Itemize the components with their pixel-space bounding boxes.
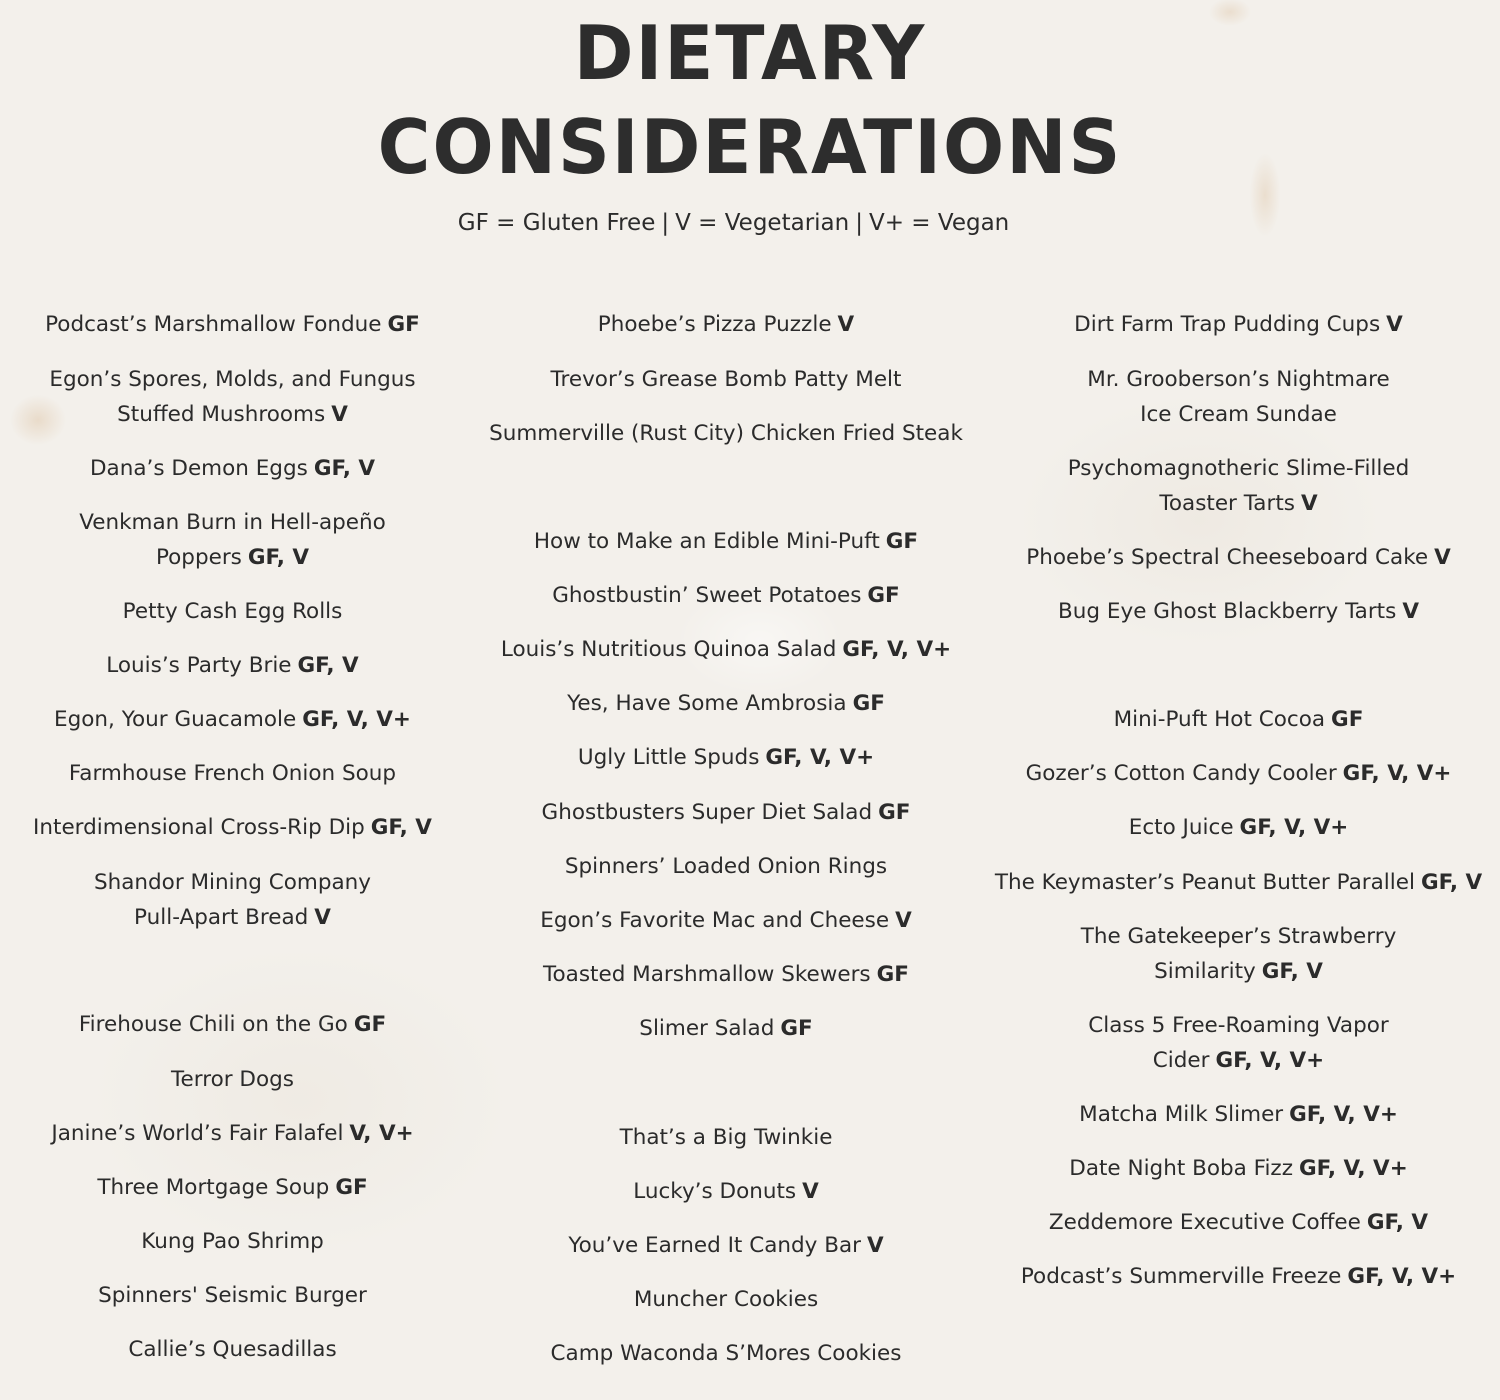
menu-item <box>10 307 455 342</box>
menu-item <box>990 1151 1487 1186</box>
menu-item-name <box>485 903 967 938</box>
menu-item <box>990 307 1487 342</box>
menu-item-name-text: Toaster Tarts <box>1159 491 1295 516</box>
menu-item <box>10 1278 455 1313</box>
menu-item-name <box>990 307 1487 342</box>
dietary-tag: GF, V <box>1420 870 1483 895</box>
menu-item-name <box>485 307 967 342</box>
menu-item-name: Venkman Burn in Hell-apeño <box>79 510 386 535</box>
menu-item-name <box>10 1007 455 1042</box>
menu-item-name <box>485 1174 967 1209</box>
menu-item-name <box>10 451 455 486</box>
dietary-tag: V <box>1402 599 1419 624</box>
menu-item-name-text: Ecto Juice <box>1128 815 1234 840</box>
menu-item-name <box>485 524 967 559</box>
menu-item-name-text: Slimer Salad <box>639 1016 775 1041</box>
menu-item <box>990 362 1487 432</box>
menu-item-name: Callie’s Quesadillas <box>128 1337 337 1362</box>
menu-item-name <box>10 307 455 342</box>
menu-item <box>485 686 967 721</box>
menu-item <box>990 594 1487 629</box>
legend-vegan: V+ = Vegan <box>868 210 1010 236</box>
menu-item-name <box>10 900 455 935</box>
menu-item-name: Ice Cream Sundae <box>1140 402 1337 427</box>
menu-item-name <box>485 578 967 613</box>
page-title-line-2: CONSIDERATIONS <box>377 103 1123 191</box>
menu-item-name <box>485 632 967 667</box>
legend-separator: | <box>855 210 863 236</box>
menu-item-name: Spinners’ Loaded Onion Rings <box>564 854 888 879</box>
dietary-tag: GF, V, V+ <box>1239 815 1349 840</box>
menu-item-name <box>485 740 967 775</box>
menu-item-name <box>990 486 1487 521</box>
dietary-tag: V <box>837 312 855 337</box>
menu-item <box>990 1205 1487 1240</box>
menu-item <box>485 578 967 613</box>
dietary-tag: GF, V, V+ <box>765 745 875 770</box>
menu-item <box>10 865 455 935</box>
menu-item <box>990 1097 1487 1132</box>
menu-item-name: Terror Dogs <box>171 1067 294 1092</box>
menu-item-name-text: Date Night Boba Fizz <box>1069 1156 1293 1181</box>
menu-item <box>485 416 967 451</box>
menu-item <box>10 505 455 575</box>
menu-item-name <box>990 810 1487 845</box>
menu-item-name-text: Podcast’s Summerville Freeze <box>1020 1264 1342 1289</box>
menu-item-name: Farmhouse French Onion Soup <box>68 761 397 786</box>
menu-item <box>990 540 1487 575</box>
menu-item <box>990 810 1487 845</box>
dietary-tag: GF, V, V+ <box>1342 761 1452 786</box>
legend-gluten-free: GF = Gluten Free <box>457 210 656 236</box>
menu-item-name-text: Egon, Your Guacamole <box>54 707 297 732</box>
menu-item-name-text: Ghostbusters Super Diet Salad <box>541 800 873 825</box>
menu-item <box>485 1174 967 1209</box>
dietary-tag: GF <box>876 962 909 987</box>
menu-item <box>485 1228 967 1263</box>
menu-item <box>990 451 1487 521</box>
menu-item-name: Petty Cash Egg Rolls <box>122 599 343 624</box>
dietary-tag: GF <box>878 800 911 825</box>
menu-item <box>485 362 967 397</box>
menu-item-name-text: Pull-Apart Bread <box>134 905 309 930</box>
page-title-line-1: DIETARY <box>573 9 927 97</box>
dietary-tag: GF <box>353 1012 387 1037</box>
dietary-tag: GF <box>780 1016 813 1041</box>
dietary-tag: GF, V <box>247 545 310 570</box>
menu-item-name <box>485 686 967 721</box>
dietary-tag: GF, V, V+ <box>1299 1156 1408 1181</box>
dietary-tag: V <box>314 905 331 930</box>
menu-item-name <box>990 1151 1487 1186</box>
dietary-tag: GF, V, V+ <box>1289 1102 1398 1127</box>
menu-item-name: That’s a Big Twinkie <box>619 1125 833 1150</box>
menu-item-name <box>485 1011 967 1046</box>
dietary-tag: GF <box>867 583 900 608</box>
menu-item-name <box>485 1228 967 1263</box>
menu-item-name-text: Dana’s Demon Eggs <box>89 456 308 481</box>
menu-item-name-text: Louis’s Nutritious Quinoa Salad <box>500 637 837 662</box>
dietary-tag: GF <box>885 529 919 554</box>
menu-item-name-text: Zeddemore Executive Coffee <box>1048 1210 1361 1235</box>
menu-item-name-text: Interdimensional Cross-Rip Dip <box>33 815 365 840</box>
menu-item <box>485 1282 967 1317</box>
dietary-tag: V <box>1434 545 1451 570</box>
menu-item <box>10 1224 455 1259</box>
menu-item <box>10 1007 455 1042</box>
menu-item-name-text: Lucky’s Donuts <box>633 1179 797 1204</box>
menu-item <box>990 865 1487 900</box>
dietary-tag: GF, V, V+ <box>1347 1264 1457 1289</box>
menu-item-name: Mr. Grooberson’s Nightmare <box>1087 367 1390 392</box>
menu-item-name-text: Cider <box>1152 1048 1210 1073</box>
dietary-tag: V, V+ <box>349 1121 414 1146</box>
dietary-tag: GF <box>335 1175 368 1200</box>
menu-item <box>10 1332 455 1367</box>
menu-item-name-text: How to Make an Edible Mini-Puft <box>533 529 880 554</box>
menu-item <box>10 1170 455 1205</box>
dietary-tag: GF, V <box>313 456 375 481</box>
menu-item-name-text: Podcast’s Marshmallow Fondue <box>45 312 382 337</box>
dietary-tag: V <box>1386 312 1403 337</box>
menu-item-name: Psychomagnotheric Slime-Filled <box>1067 456 1410 481</box>
menu-item-name: Camp Waconda S’Mores Cookies <box>550 1341 902 1366</box>
menu-item-name-text: Egon’s Favorite Mac and Cheese <box>540 908 890 933</box>
dietary-tag: GF, V, V+ <box>842 637 952 662</box>
menu-item-name <box>10 397 455 432</box>
menu-item <box>485 957 967 992</box>
menu-item <box>990 1259 1487 1294</box>
menu-item-name-text: Matcha Milk Slimer <box>1079 1102 1284 1127</box>
menu-item <box>485 307 967 342</box>
menu-item-name-text: Firehouse Chili on the Go <box>78 1012 348 1037</box>
dietary-tag: V <box>866 1233 884 1258</box>
menu-item <box>485 1011 967 1046</box>
menu-item-name <box>990 594 1487 629</box>
dietary-tag: V <box>895 908 912 933</box>
menu-item-name-text: Ugly Little Spuds <box>577 745 760 770</box>
menu-item-name-text: The Keymaster’s Peanut Butter Parallel <box>994 870 1415 895</box>
menu-item-name <box>10 648 455 683</box>
menu-item-name-text: Mini-Puft Hot Cocoa <box>1113 707 1326 732</box>
menu-item <box>10 702 455 737</box>
menu-item-name-text: Louis’s Party Brie <box>106 653 292 678</box>
menu-item-name: Class 5 Free-Roaming Vapor <box>1088 1013 1389 1038</box>
dietary-tag: GF, V, V+ <box>302 707 411 732</box>
dietary-tag: GF <box>852 691 885 716</box>
dietary-tag: V <box>802 1179 819 1204</box>
dietary-tag: V <box>1300 491 1318 516</box>
dietary-tag: GF <box>387 312 420 337</box>
menu-item-name: Summerville (Rust City) Chicken Fried Steak <box>489 421 963 446</box>
menu-item-name-text: Bug Eye Ghost Blackberry Tarts <box>1058 599 1397 624</box>
menu-item <box>10 648 455 683</box>
menu-item-name: Shandor Mining Company <box>93 870 372 895</box>
menu-item-name <box>990 702 1487 737</box>
menu-item-name <box>990 865 1487 900</box>
menu-item-name <box>10 540 455 575</box>
menu-item <box>990 1008 1487 1078</box>
menu-item-name-text: You’ve Earned It Candy Bar <box>568 1233 861 1258</box>
menu-item <box>10 451 455 486</box>
menu-item-name <box>10 810 455 845</box>
menu-item <box>10 810 455 845</box>
menu-item <box>485 632 967 667</box>
dietary-tag: GF, V <box>297 653 359 678</box>
menu-item-name-text: Phoebe’s Spectral Cheeseboard Cake <box>1026 545 1429 570</box>
menu-item-name-text: Similarity <box>1154 959 1256 984</box>
menu-item-name: Trevor’s Grease Bomb Patty Melt <box>550 367 902 392</box>
menu-item <box>10 362 455 432</box>
menu-item-name <box>990 540 1487 575</box>
menu-item-name <box>10 702 455 737</box>
menu-item <box>485 740 967 775</box>
menu-item <box>10 1116 455 1151</box>
dietary-tag: GF, V <box>1366 1210 1429 1235</box>
menu-item-name <box>990 954 1487 989</box>
menu-item-name-text: Poppers <box>155 545 242 570</box>
menu-item-name-text: Dirt Farm Trap Pudding Cups <box>1074 312 1381 337</box>
dietary-legend <box>0 207 1467 239</box>
menu-item-name <box>10 1170 455 1205</box>
menu-item-name <box>485 957 967 992</box>
menu-item-name <box>990 1205 1487 1240</box>
legend-separator: | <box>661 210 670 236</box>
menu-item-name <box>990 1097 1487 1132</box>
menu-item <box>485 795 967 830</box>
menu-item-name-text: Gozer’s Cotton Candy Cooler <box>1025 761 1337 786</box>
dietary-tag: GF, V <box>1261 959 1323 984</box>
menu-item-name <box>485 795 967 830</box>
menu-item-name-text: Stuffed Mushrooms <box>117 402 326 427</box>
menu-item <box>10 594 455 629</box>
dietary-tag: GF <box>1331 707 1364 732</box>
menu-item <box>485 1336 967 1371</box>
legend-vegetarian: V = Vegetarian <box>675 210 850 236</box>
menu-item-name: The Gatekeeper’s Strawberry <box>1080 924 1397 949</box>
menu-item-name: Muncher Cookies <box>633 1287 819 1312</box>
menu-item-name: Kung Pao Shrimp <box>141 1229 324 1254</box>
menu-item-name-text: Phoebe’s Pizza Puzzle <box>597 312 832 337</box>
menu-item <box>485 903 967 938</box>
menu-item <box>990 756 1487 791</box>
menu-item <box>10 756 455 791</box>
dietary-tag: GF, V <box>370 815 432 840</box>
menu-item <box>990 919 1487 989</box>
menu-item-name: Spinners' Seismic Burger <box>98 1283 367 1308</box>
menu-item-name-text: Ghostbustin’ Sweet Potatoes <box>552 583 862 608</box>
menu-item-name <box>10 1116 455 1151</box>
menu-item-name-text: Toasted Marshmallow Skewers <box>543 962 871 987</box>
menu-item-name-text: Three Mortgage Soup <box>97 1175 330 1200</box>
menu-item-name-text: Janine’s World’s Fair Falafel <box>51 1121 344 1146</box>
menu-item <box>485 1120 967 1155</box>
menu-item-name <box>990 1259 1487 1294</box>
dietary-tag: V <box>331 402 348 427</box>
menu-item <box>485 849 967 884</box>
menu-item <box>10 1062 455 1097</box>
menu-item <box>990 702 1487 737</box>
menu-item-name <box>990 756 1487 791</box>
dietary-tag: GF, V, V+ <box>1215 1048 1325 1073</box>
menu-item-name: Egon’s Spores, Molds, and Fungus <box>49 367 416 392</box>
menu-item-name <box>990 1043 1487 1078</box>
menu-item <box>485 524 967 559</box>
menu-item-name-text: Yes, Have Some Ambrosia <box>567 691 847 716</box>
